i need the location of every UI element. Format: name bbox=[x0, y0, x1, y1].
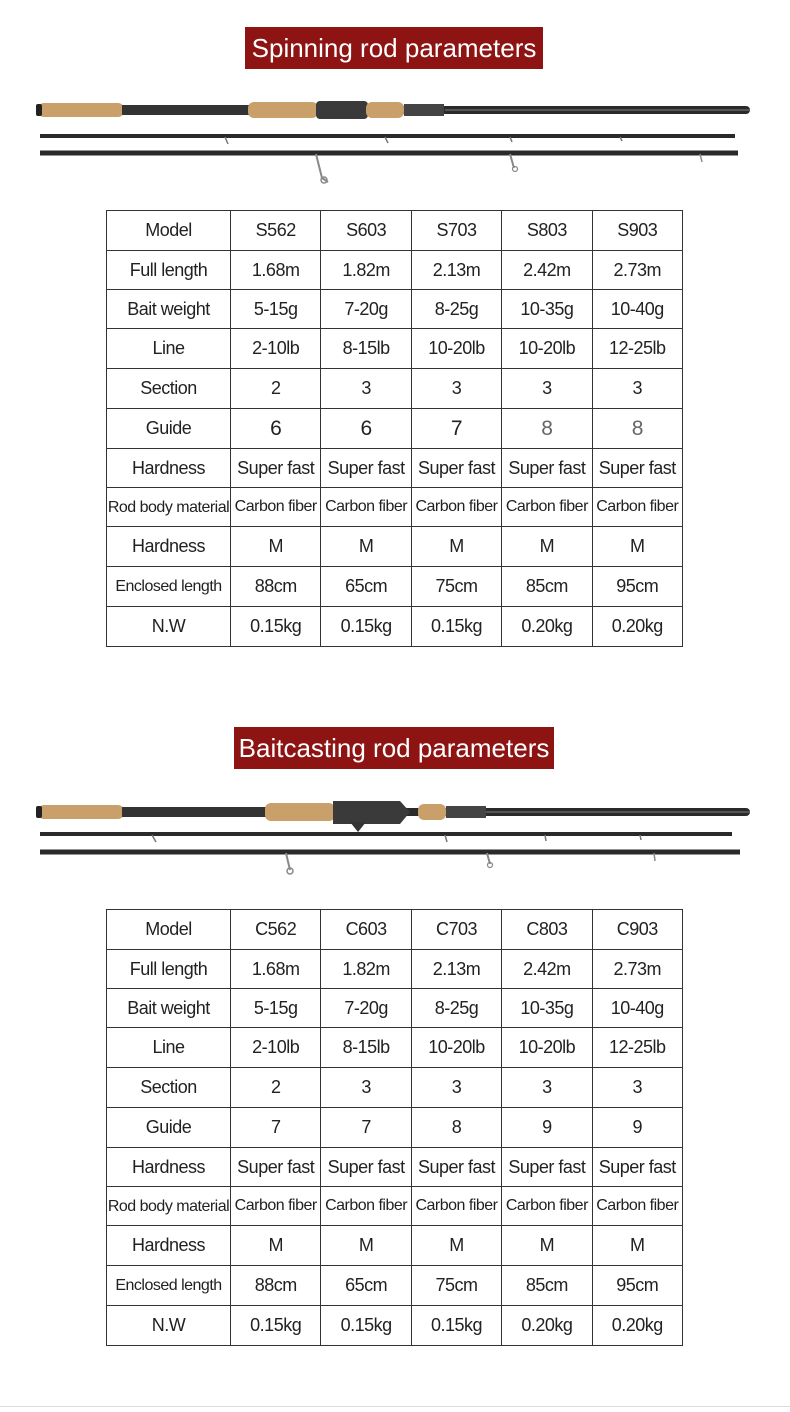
header-cell: S562 bbox=[231, 211, 321, 251]
table-row bbox=[107, 449, 683, 488]
row-label: Rod body material bbox=[107, 488, 231, 527]
table-cell: 8-25g bbox=[411, 290, 501, 329]
table-cell: 7 bbox=[411, 409, 501, 449]
row-label: N.W bbox=[107, 1306, 231, 1346]
table-row bbox=[107, 1108, 683, 1148]
table-cell: 8 bbox=[592, 409, 682, 449]
table-cell: 8-15lb bbox=[321, 1028, 411, 1068]
table-cell: 0.20kg bbox=[592, 1306, 682, 1346]
baitcasting-title: Baitcasting rod parameters bbox=[238, 733, 550, 763]
table-cell: 10-40g bbox=[592, 290, 682, 329]
header-cell: C703 bbox=[411, 910, 501, 950]
table-cell: 0.15kg bbox=[231, 607, 321, 647]
table-cell: 95cm bbox=[592, 567, 682, 607]
table-cell: Super fast bbox=[502, 1148, 592, 1187]
table-cell: 0.15kg bbox=[321, 607, 411, 647]
table-cell: M bbox=[231, 1226, 321, 1266]
table-cell: 0.20kg bbox=[502, 607, 592, 647]
table-cell: M bbox=[592, 1226, 682, 1266]
header-cell: Model bbox=[107, 211, 231, 251]
table-cell: 0.15kg bbox=[411, 607, 501, 647]
table-cell: Super fast bbox=[321, 1148, 411, 1187]
row-label: Rod body material bbox=[107, 1187, 231, 1226]
table-cell: 12-25lb bbox=[592, 1028, 682, 1068]
table-cell: 12-25lb bbox=[592, 329, 682, 369]
table-cell: Carbon fiber bbox=[411, 1187, 501, 1226]
table-row bbox=[107, 211, 683, 251]
table-cell: 0.15kg bbox=[321, 1306, 411, 1346]
table-cell: 95cm bbox=[592, 1266, 682, 1306]
table-cell: 8 bbox=[502, 409, 592, 449]
table-cell: 8 bbox=[411, 1108, 501, 1148]
header-cell: C903 bbox=[592, 910, 682, 950]
row-label: Hardness bbox=[107, 449, 231, 488]
table-cell: 3 bbox=[592, 1068, 682, 1108]
table-cell: 10-40g bbox=[592, 989, 682, 1028]
table-cell: Super fast bbox=[411, 449, 501, 488]
table-cell: 2.73m bbox=[592, 251, 682, 290]
table-cell: 2-10lb bbox=[231, 1028, 321, 1068]
table-cell: 85cm bbox=[502, 567, 592, 607]
table-cell: Super fast bbox=[502, 449, 592, 488]
table-cell: 3 bbox=[502, 369, 592, 409]
header-cell: C603 bbox=[321, 910, 411, 950]
table-cell: 9 bbox=[502, 1108, 592, 1148]
baitcasting-title-banner bbox=[234, 727, 554, 769]
table-cell: M bbox=[411, 527, 501, 567]
header-cell: S603 bbox=[321, 211, 411, 251]
table-cell: Carbon fiber bbox=[502, 1187, 592, 1226]
table-row bbox=[107, 369, 683, 409]
row-label: Bait weight bbox=[107, 290, 231, 329]
table-row bbox=[107, 1266, 683, 1306]
table-cell: Carbon fiber bbox=[502, 488, 592, 527]
table-row bbox=[107, 488, 683, 527]
table-cell: 2.13m bbox=[411, 950, 501, 989]
table-cell: 8-25g bbox=[411, 989, 501, 1028]
table-cell: Super fast bbox=[592, 449, 682, 488]
table-cell: 0.15kg bbox=[231, 1306, 321, 1346]
table-cell: 65cm bbox=[321, 567, 411, 607]
table-row bbox=[107, 1187, 683, 1226]
spinning-rod-image bbox=[0, 98, 790, 188]
table-cell: 3 bbox=[592, 369, 682, 409]
header-cell: C803 bbox=[502, 910, 592, 950]
bottom-divider bbox=[0, 1406, 790, 1407]
table-cell: M bbox=[321, 1226, 411, 1266]
table-cell: Carbon fiber bbox=[231, 488, 321, 527]
table-cell: 0.20kg bbox=[592, 607, 682, 647]
table-cell: 3 bbox=[411, 1068, 501, 1108]
row-label: N.W bbox=[107, 607, 231, 647]
table-row bbox=[107, 527, 683, 567]
table-row bbox=[107, 950, 683, 989]
table-cell: Super fast bbox=[231, 1148, 321, 1187]
table-row bbox=[107, 409, 683, 449]
table-cell: 5-15g bbox=[231, 989, 321, 1028]
row-label: Section bbox=[107, 369, 231, 409]
baitcasting-rod-image bbox=[0, 798, 790, 878]
table-cell: 0.20kg bbox=[502, 1306, 592, 1346]
table-cell: 5-15g bbox=[231, 290, 321, 329]
table-cell: 2.42m bbox=[502, 251, 592, 290]
row-label: Hardness bbox=[107, 1148, 231, 1187]
table-cell: M bbox=[592, 527, 682, 567]
table-cell: 2.73m bbox=[592, 950, 682, 989]
header-cell: C562 bbox=[231, 910, 321, 950]
table-row bbox=[107, 329, 683, 369]
table-cell: 1.68m bbox=[231, 950, 321, 989]
row-label: Hardness bbox=[107, 1226, 231, 1266]
spinning-spec-table bbox=[106, 210, 683, 647]
header-cell: S803 bbox=[502, 211, 592, 251]
row-label: Guide bbox=[107, 409, 231, 449]
table-row bbox=[107, 1028, 683, 1068]
header-cell: S903 bbox=[592, 211, 682, 251]
table-cell: Carbon fiber bbox=[411, 488, 501, 527]
table-cell: 10-20lb bbox=[411, 1028, 501, 1068]
table-cell: 8-15lb bbox=[321, 329, 411, 369]
row-label: Section bbox=[107, 1068, 231, 1108]
table-cell: 2 bbox=[231, 369, 321, 409]
spinning-title-banner bbox=[245, 27, 543, 69]
table-cell: 1.82m bbox=[321, 251, 411, 290]
table-cell: 9 bbox=[592, 1108, 682, 1148]
table-cell: Super fast bbox=[231, 449, 321, 488]
table-cell: 75cm bbox=[411, 567, 501, 607]
table-cell: Super fast bbox=[411, 1148, 501, 1187]
header-cell: Model bbox=[107, 910, 231, 950]
table-row bbox=[107, 251, 683, 290]
table-row bbox=[107, 1226, 683, 1266]
table-cell: 2.13m bbox=[411, 251, 501, 290]
table-cell: 10-35g bbox=[502, 290, 592, 329]
header-cell: S703 bbox=[411, 211, 501, 251]
table-cell: 10-20lb bbox=[502, 1028, 592, 1068]
table-cell: 10-35g bbox=[502, 989, 592, 1028]
table-cell: 85cm bbox=[502, 1266, 592, 1306]
table-cell: 2.42m bbox=[502, 950, 592, 989]
table-row bbox=[107, 989, 683, 1028]
baitcasting-spec-table bbox=[106, 909, 683, 1346]
row-label: Line bbox=[107, 329, 231, 369]
table-cell: 0.15kg bbox=[411, 1306, 501, 1346]
table-cell: 3 bbox=[502, 1068, 592, 1108]
table-cell: 7 bbox=[321, 1108, 411, 1148]
row-label: Line bbox=[107, 1028, 231, 1068]
table-cell: 1.82m bbox=[321, 950, 411, 989]
table-row bbox=[107, 607, 683, 647]
table-cell: M bbox=[231, 527, 321, 567]
table-cell: Carbon fiber bbox=[592, 1187, 682, 1226]
table-cell: Super fast bbox=[321, 449, 411, 488]
row-label: Guide bbox=[107, 1108, 231, 1148]
table-cell: M bbox=[321, 527, 411, 567]
row-label: Full length bbox=[107, 950, 231, 989]
table-cell: 7-20g bbox=[321, 989, 411, 1028]
table-cell: 6 bbox=[321, 409, 411, 449]
row-label: Hardness bbox=[107, 527, 231, 567]
table-cell: 88cm bbox=[231, 567, 321, 607]
row-label: Bait weight bbox=[107, 989, 231, 1028]
table-row bbox=[107, 1306, 683, 1346]
table-cell: 75cm bbox=[411, 1266, 501, 1306]
table-row bbox=[107, 567, 683, 607]
table-cell: 3 bbox=[321, 369, 411, 409]
table-cell: 65cm bbox=[321, 1266, 411, 1306]
table-cell: 2 bbox=[231, 1068, 321, 1108]
table-cell: Carbon fiber bbox=[592, 488, 682, 527]
row-label: Full length bbox=[107, 251, 231, 290]
table-cell: 6 bbox=[231, 409, 321, 449]
table-row bbox=[107, 1148, 683, 1187]
table-cell: M bbox=[502, 1226, 592, 1266]
table-row bbox=[107, 290, 683, 329]
table-cell: Carbon fiber bbox=[321, 488, 411, 527]
table-cell: M bbox=[411, 1226, 501, 1266]
table-cell: 7-20g bbox=[321, 290, 411, 329]
table-cell: 10-20lb bbox=[411, 329, 501, 369]
table-cell: 2-10lb bbox=[231, 329, 321, 369]
row-label: Enclosed length bbox=[107, 567, 231, 607]
row-label: Enclosed length bbox=[107, 1266, 231, 1306]
table-cell: 10-20lb bbox=[502, 329, 592, 369]
table-row bbox=[107, 910, 683, 950]
table-cell: Carbon fiber bbox=[321, 1187, 411, 1226]
table-cell: M bbox=[502, 527, 592, 567]
spinning-title: Spinning rod parameters bbox=[251, 33, 537, 63]
table-cell: Carbon fiber bbox=[231, 1187, 321, 1226]
table-cell: 1.68m bbox=[231, 251, 321, 290]
table-row bbox=[107, 1068, 683, 1108]
table-cell: Super fast bbox=[592, 1148, 682, 1187]
table-cell: 88cm bbox=[231, 1266, 321, 1306]
table-cell: 3 bbox=[411, 369, 501, 409]
table-cell: 7 bbox=[231, 1108, 321, 1148]
table-cell: 3 bbox=[321, 1068, 411, 1108]
